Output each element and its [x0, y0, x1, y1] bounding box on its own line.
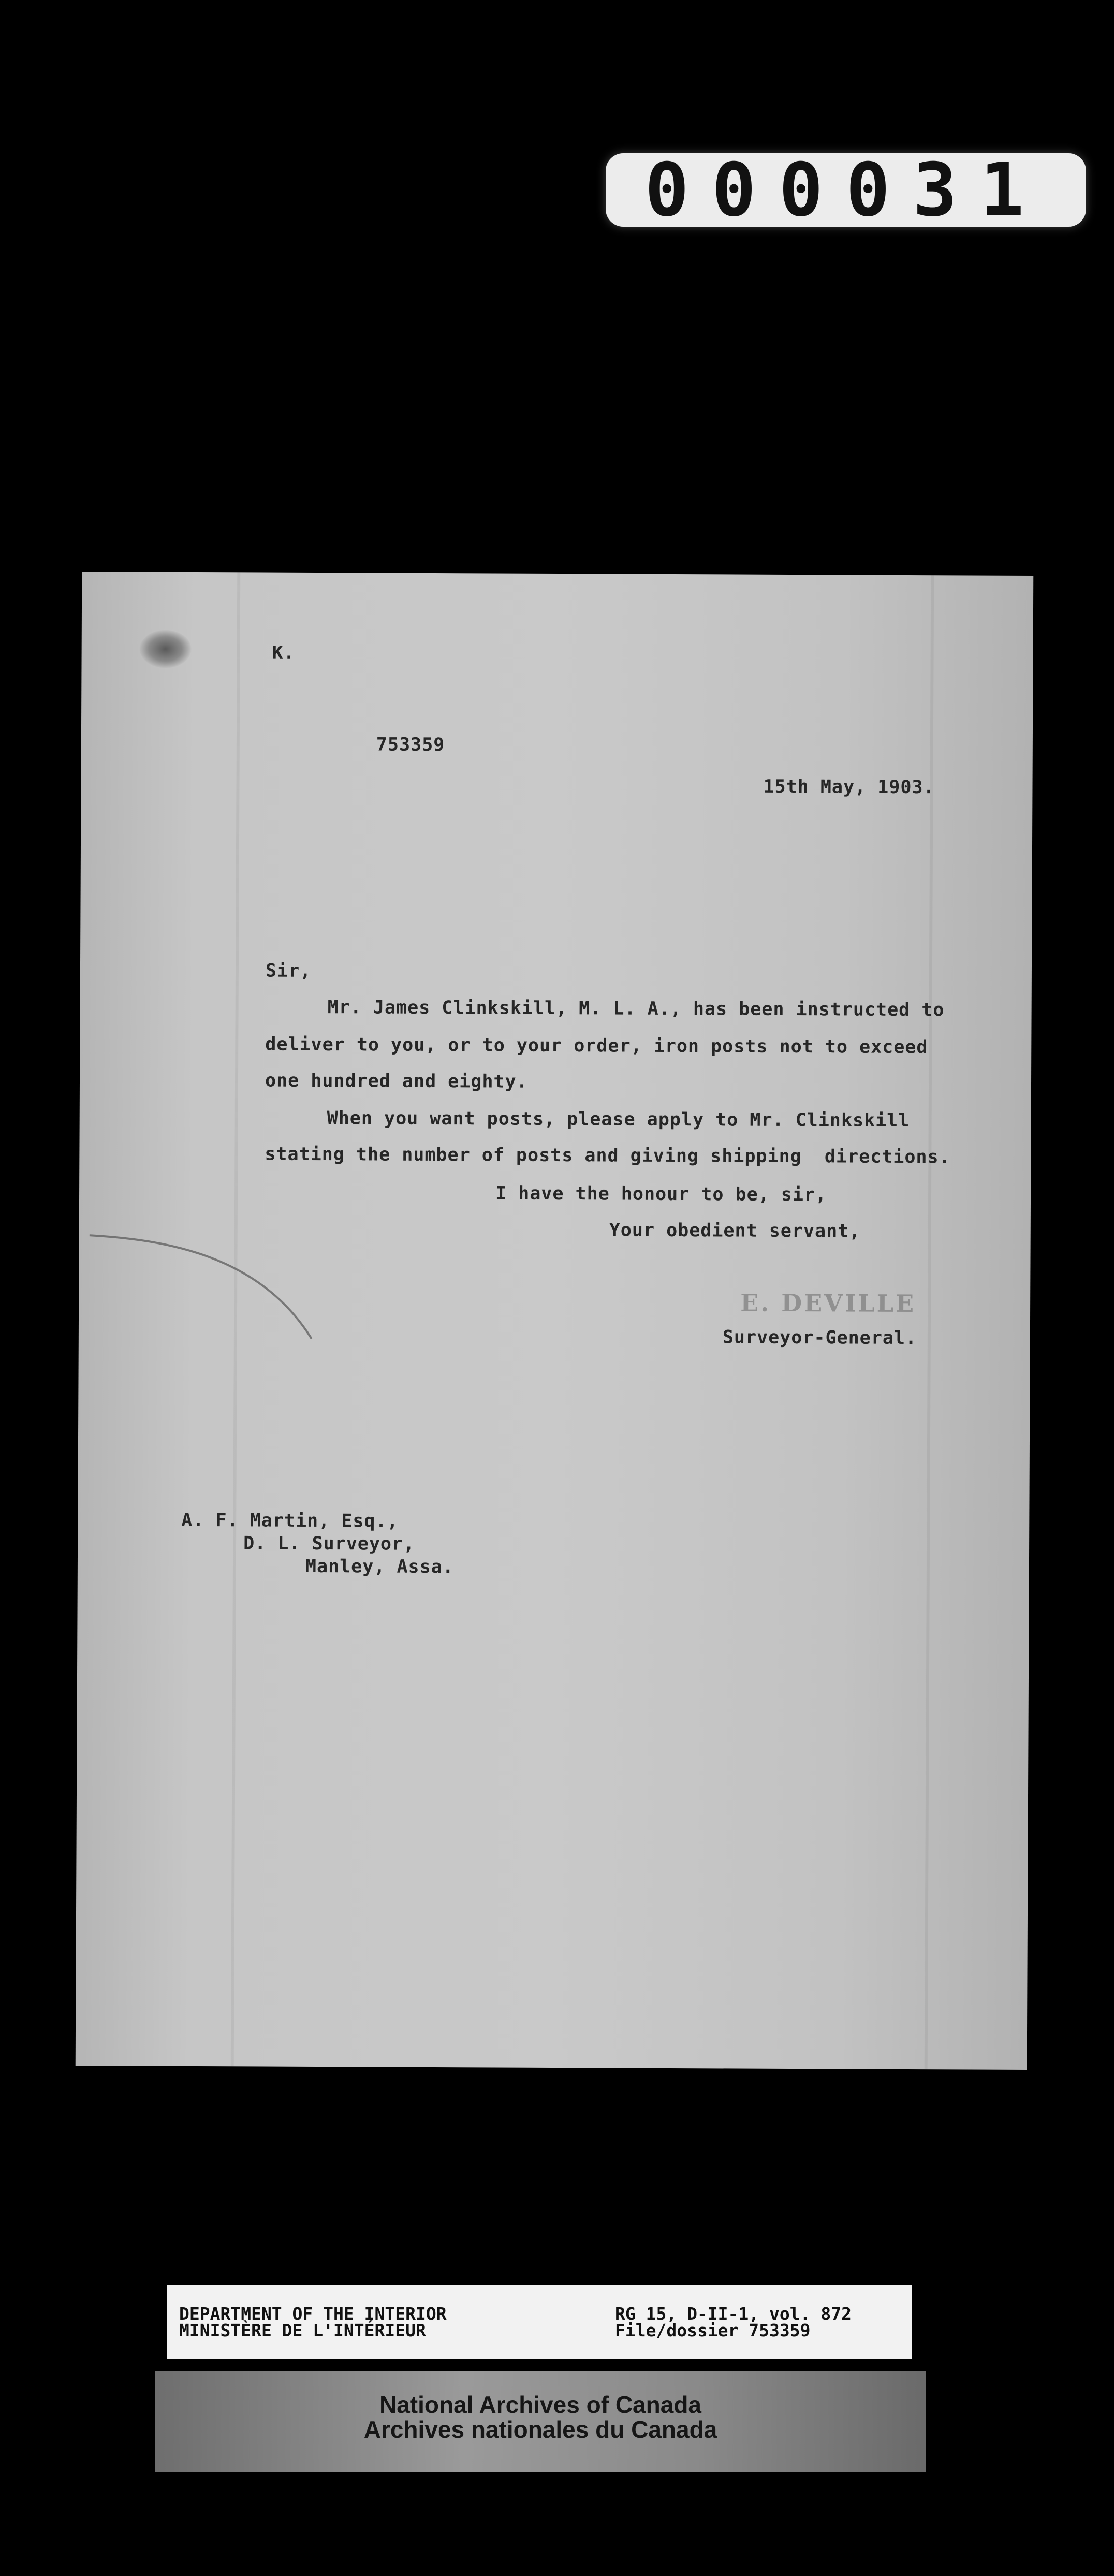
archive-name-english: National Archives of Canada	[379, 2391, 701, 2418]
file-mark: K.	[272, 642, 295, 664]
record-group-reference: RG 15, D-II-1, vol. 872	[615, 2304, 852, 2324]
department-english: DEPARTMENT OF THE INTERIOR	[179, 2304, 447, 2324]
paper-fold	[925, 575, 934, 2069]
file-dossier-reference: File/dossier 753359	[615, 2320, 811, 2340]
letter-date: 15th May, 1903.	[763, 776, 935, 798]
address-line: A. F. Martin, Esq.,	[181, 1510, 399, 1532]
pencil-curve	[89, 1234, 328, 1349]
closing-line: Your obedient servant,	[609, 1220, 861, 1242]
ink-smudge	[139, 630, 191, 668]
closing-line: I have the honour to be, sir,	[495, 1183, 827, 1206]
address-line: D. L. Surveyor,	[243, 1533, 415, 1555]
signatory-title: Surveyor-General.	[722, 1327, 917, 1349]
letter-page	[76, 572, 1034, 2070]
body-line: stating the number of posts and giving shipping directions.	[265, 1144, 950, 1168]
salutation: Sir,	[265, 960, 312, 982]
body-line: one hundred and eighty.	[265, 1070, 528, 1092]
archive-banner	[155, 2371, 926, 2472]
signature: E. DEVILLE	[740, 1289, 916, 1318]
archive-reference-label	[167, 2285, 912, 2359]
body-line: deliver to you, or to your order, iron posts not to exceed	[265, 1034, 928, 1058]
frame-number: 000031	[606, 153, 1086, 227]
body-line: When you want posts, please apply to Mr. Clinkskill	[327, 1108, 910, 1131]
archive-name-french: Archives nationales du Canada	[363, 2416, 717, 2443]
department-french: MINISTÈRE DE L'INTÉRIEUR	[179, 2320, 426, 2340]
body-line: Mr. James Clinkskill, M. L. A., has been instructed to	[327, 997, 945, 1021]
file-number: 753359	[376, 734, 445, 756]
address-line: Manley, Assa.	[305, 1556, 454, 1578]
